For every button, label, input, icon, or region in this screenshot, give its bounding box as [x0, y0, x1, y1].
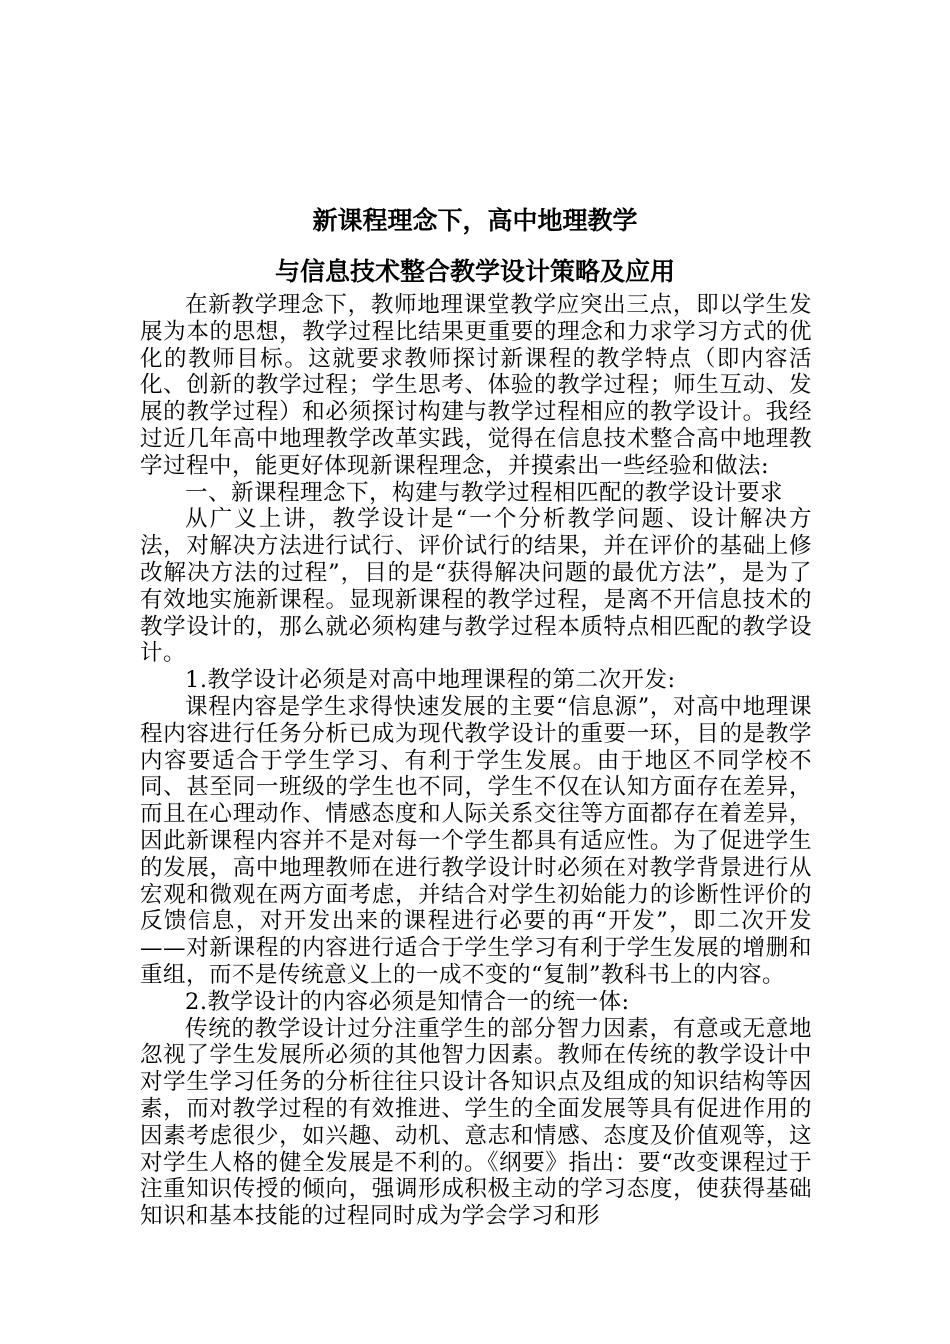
subsection-heading-2: 2.教学设计的内容必须是知情合一的统一体: [185, 988, 630, 1015]
subsection-1-paragraph: 课程内容是学生求得快速发展的主要“信息源”，对高中地理课程内容进行任务分析已成为现代教学设计的重要一环，目的是教学内容要适合于学生学习、有利于学生发展。由于地区不同学校不同、甚至同一班级的学生也不同，学生不仅在认知方面存在差异，而且在心理动作、情感态度和人际关系交往等方面都存在着差异，因此新课程内容并不是对每一个学生都具有适应性。为了促进学生的发展，高中地理教师在进行教学设计时必须在对教学背景进行从宏观和微观在两方面考虑，并结合对学生初始能力的诊断性评价的反馈信息，对开发出来的课程进行必要的再“开发”，即二次开发——对新课程的内容进行适合于学生学习有利于学生发展的增删和重组，而不是传统意义上的一成不变的“复制”教科书上的内容。 [140, 693, 812, 988]
subsection-heading-1: 1.教学设计必须是对高中地理课程的第二次开发: [185, 667, 676, 694]
section-heading-1: 一、新课程理念下，构建与教学过程相匹配的教学设计要求 [185, 479, 784, 506]
section-1-paragraph: 从广义上讲，教学设计是“一个分析教学问题、设计解决方法，对解决方法进行试行、评价试行的结果，并在评价的基础上修改解决方法的过程”，目的是“获得解决问题的最优方法”，是为了有效地实施新课程。显现新课程的教学过程，是离不开信息技术的教学设计的，那么就必须构建与教学过程本质特点相匹配的教学设计。 [140, 506, 812, 667]
subsection-2-paragraph: 传统的教学设计过分注重学生的部分智力因素，有意或无意地忽视了学生发展所必须的其他智力因素。教师在传统的教学设计中对学生学习任务的分析往往只设计各知识点及组成的知识结构等因素，而对教学过程的有效推进、学生的全面发展等具有促进作用的因素考虑很少，如兴趣、动机、意志和情感、态度及价值观等，这对学生人格的健全发展是不利的。《纲要》指出：要“改变课程过于注重知识传授的倾向，强调形成积极主动的学习态度，使获得基础知识和基本技能的过程同时成为学会学习和形 [140, 1015, 812, 1230]
document-body [140, 292, 812, 1230]
intro-paragraph: 在新教学理念下，教师地理课堂教学应突出三点，即以学生发展为本的思想，教学过程比结果更重要的理念和力求学习方式的优化的教师目标。这就要求教师探讨新课程的教学特点（即内容活化、创新的教学过程；学生思考、体验的教学过程；师生互动、发展的教学过程）和必须探讨构建与教学过程相应的教学设计。我经过近几年高中地理教学改革实践，觉得在信息技术整合高中地理教学过程中，能更好体现新课程理念，并摸索出一些经验和做法: [140, 292, 812, 479]
document-title-line-1: 新课程理念下，高中地理教学 [312, 206, 638, 235]
document-title-line-2: 与信息技术整合教学设计策略及应用 [274, 257, 675, 286]
